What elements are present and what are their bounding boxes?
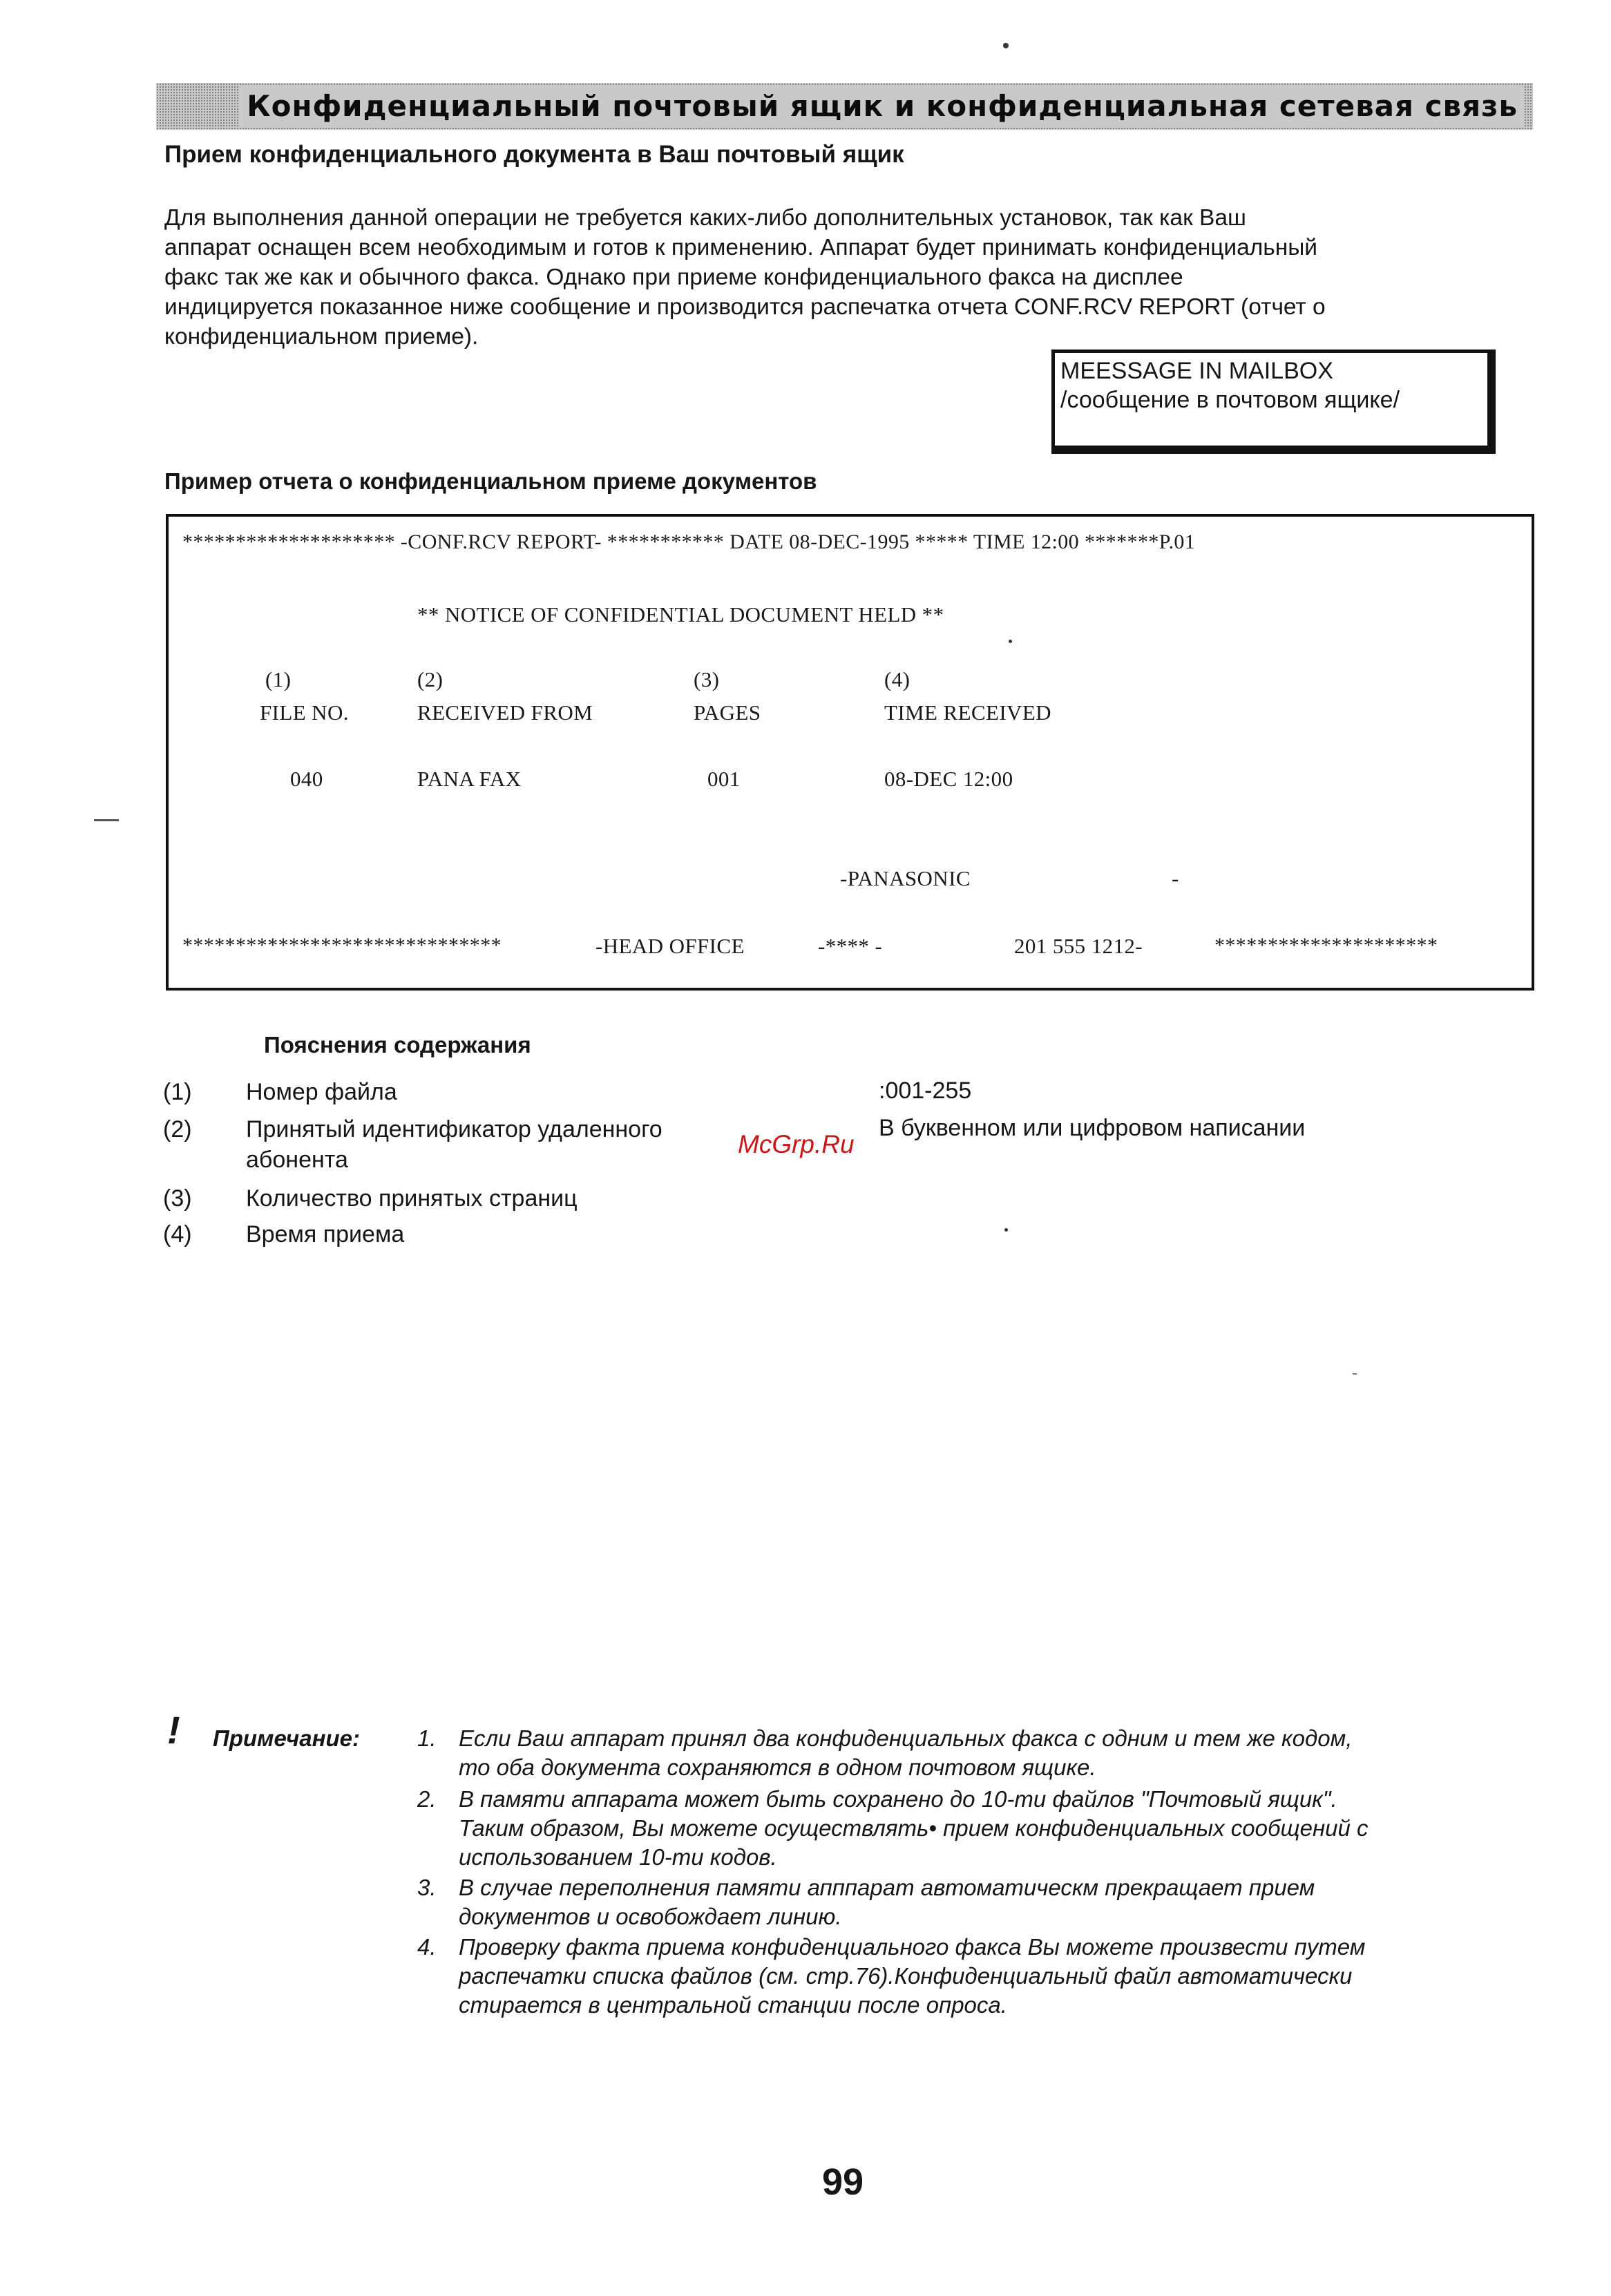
note-line: документов и освобождает линию.: [459, 1904, 842, 1929]
value-received-from: PANA FAX: [417, 767, 522, 791]
note-line: стирается в центральной станции после опроса.: [459, 1992, 1007, 2018]
intro-line: индицируется показанное ниже сообщение и производится распечатка отчета CONF.RCV REPORT (отчет о: [164, 294, 1326, 320]
report-header-line: ******************** -CONF.RCV REPORT- *********** DATE 08-DEC-1995 ***** TIME 12:00 *******P.01: [182, 530, 1196, 553]
note-line: В памяти аппарата может быть сохранено до 10-ти файлов "Почтовый ящик".: [459, 1786, 1337, 1812]
report-sender: -PANASONIC: [840, 866, 971, 890]
column-header-file-no: FILE NO.: [260, 700, 349, 725]
scan-speck: [1003, 43, 1009, 48]
note-line: то оба документа сохраняются в одном почтовом ящике.: [459, 1754, 1096, 1780]
note-line: использованием 10-ти кодов.: [459, 1844, 777, 1870]
report-footer-stars-right: *********************: [1214, 934, 1438, 957]
note-item-3: [459, 1873, 1315, 1931]
note-line: Если Ваш аппарат принял два конфиденциальных факса с одним и тем же кодом,: [459, 1725, 1353, 1751]
note-item-1: [459, 1724, 1352, 1782]
display-line-1: MEESSAGE IN MAILBOX: [1060, 358, 1333, 384]
note-exclamation-icon: !: [167, 1708, 180, 1752]
report-notice: ** NOTICE OF CONFIDENTIAL DOCUMENT HELD **: [417, 602, 944, 626]
report-sender-dash: -: [1172, 866, 1179, 890]
explanation-label: Время приема: [246, 1221, 405, 1247]
intro-paragraph: [164, 203, 1326, 352]
explanation-number: (2): [163, 1116, 192, 1142]
value-pages: 001: [707, 767, 741, 791]
value-file-no: 040: [290, 767, 323, 791]
note-line: Проверку факта приема конфиденциального факса Вы можете произвести путем: [459, 1934, 1366, 1960]
note-line: Таким образом, Вы можете осуществлять• прием конфиденциальных сообщений с: [459, 1815, 1369, 1841]
column-number: (3): [694, 667, 720, 691]
note-item-number: 2.: [417, 1786, 437, 1812]
explanation-label: Принятый идентификатор удаленного: [246, 1116, 662, 1142]
display-line-2: /сообщение в почтовом ящике/: [1060, 387, 1400, 413]
section-title-receive: Прием конфиденциального документа в Ваш почтовый ящик: [164, 141, 904, 168]
note-item-number: 3.: [417, 1875, 437, 1900]
display-message-box: [1051, 350, 1496, 454]
column-header-received-from: RECEIVED FROM: [417, 700, 593, 725]
page-number: 99: [822, 2161, 864, 2203]
column-number: (1): [265, 667, 292, 691]
section-title-report-example: Пример отчета о конфиденциальном приеме документов: [164, 468, 817, 494]
explanation-value: В буквенном или цифровом написании: [879, 1115, 1306, 1141]
explanation-label-cont: абонента: [246, 1147, 348, 1173]
explanations-title: Пояснения содержания: [264, 1032, 531, 1058]
note-item-2: [459, 1785, 1369, 1872]
scan-mark: [94, 819, 119, 821]
banner-title: Конфиденциальный почтовый ящик и конфиденциальная сетевая связь: [240, 86, 1525, 127]
report-footer-phone: 201 555 1212-: [1014, 934, 1143, 958]
explanation-value: :001-255: [879, 1078, 972, 1104]
explanation-number: (1): [163, 1079, 192, 1105]
note-item-4: [459, 1933, 1365, 2020]
intro-line: факс так же как и обычного факса. Однако при приеме конфиденциального факса на дисплее: [164, 265, 1183, 290]
explanation-number: (3): [163, 1185, 192, 1212]
report-box: [166, 514, 1534, 991]
note-label: Примечание:: [213, 1725, 361, 1751]
note-line: В случае переполнения памяти апппарат автоматическм прекращает прием: [459, 1875, 1315, 1900]
intro-line: аппарат оснащен всем необходимым и готов к применению. Аппарат будет принимать конфиденциальный: [164, 235, 1318, 260]
explanation-number: (4): [163, 1221, 192, 1247]
watermark: McGrp.Ru: [738, 1130, 855, 1158]
report-footer-mid: -**** -: [818, 934, 883, 958]
note-item-number: 1.: [417, 1725, 437, 1751]
intro-line: Для выполнения данной операции не требуется каких-либо дополнительных установок, так как Ваш: [164, 205, 1246, 231]
note-item-number: 4.: [417, 1934, 437, 1960]
note-line: распечатки списка файлов (см. стр.76).Конфиденциальный файл автоматически: [459, 1963, 1353, 1989]
scan-mark: [1353, 1373, 1357, 1375]
report-footer-stars-left: ******************************: [182, 934, 502, 957]
header-banner: [156, 83, 1533, 130]
value-time-received: 08-DEC 12:00: [884, 767, 1013, 791]
scan-speck: [1009, 640, 1012, 643]
column-number: (2): [417, 667, 444, 691]
column-header-time-received: TIME RECEIVED: [884, 700, 1051, 725]
column-number: (4): [884, 667, 911, 691]
column-header-pages: PAGES: [694, 700, 761, 725]
intro-line: конфиденциальном приеме).: [164, 324, 479, 350]
report-footer-office: -HEAD OFFICE: [595, 934, 745, 958]
scan-speck: [1004, 1228, 1008, 1232]
explanation-label: Номер файла: [246, 1079, 397, 1105]
explanation-label: Количество принятых страниц: [246, 1185, 578, 1212]
